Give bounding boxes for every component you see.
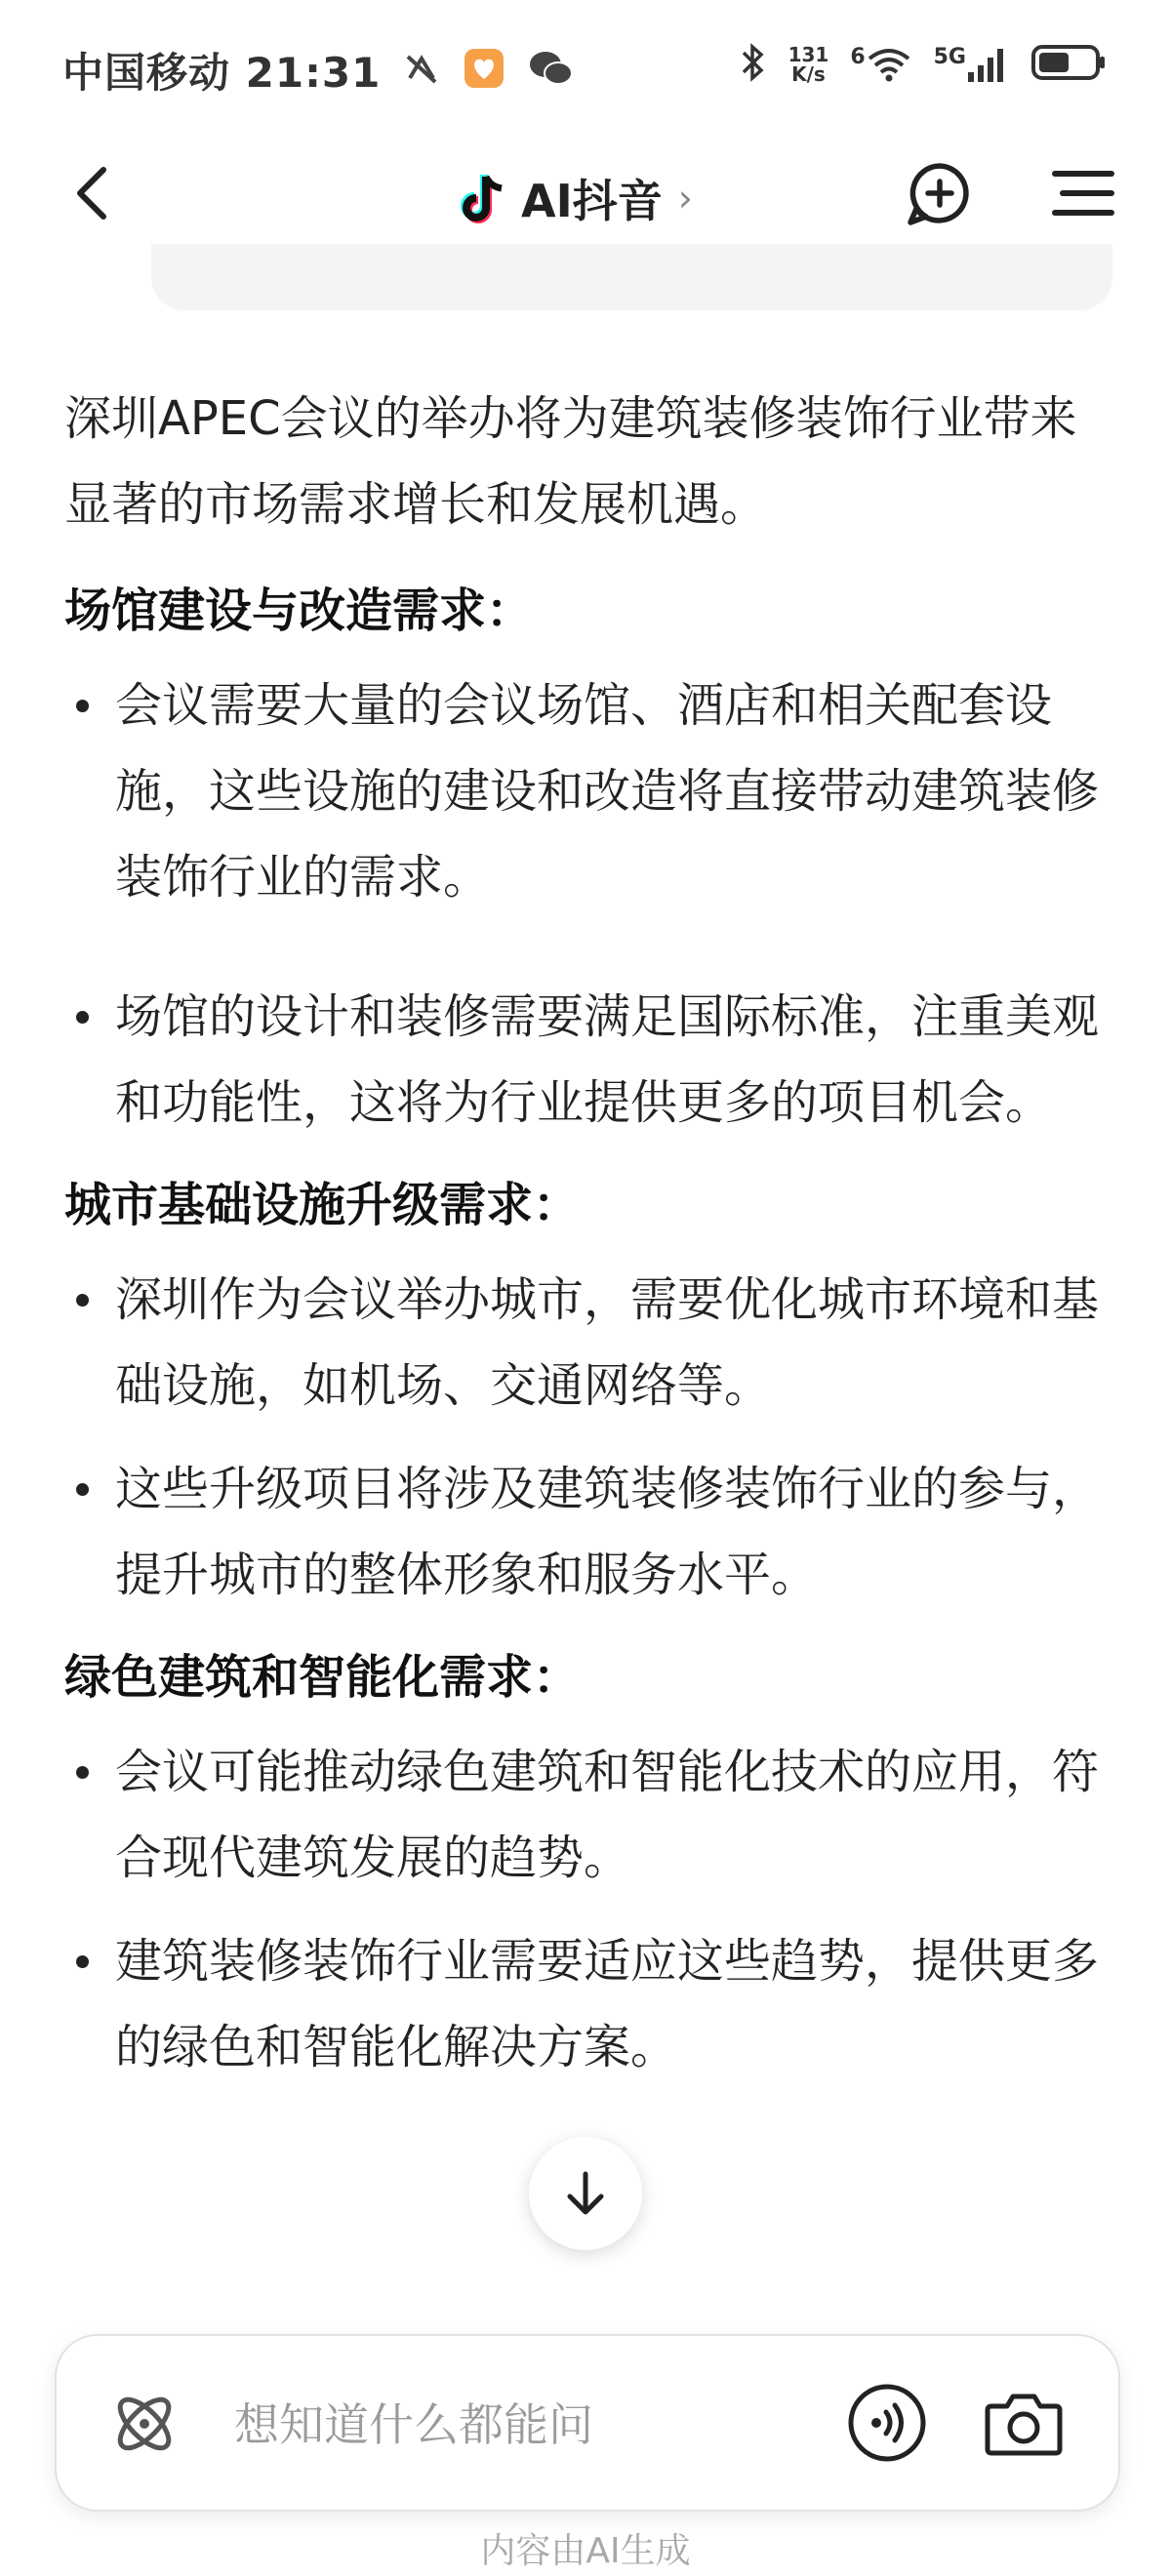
new-chat-button[interactable] [903,158,977,232]
notification-muted-icon [402,49,441,92]
cell-label: 5G [933,45,966,69]
status-bar [0,0,1171,137]
network-speed [788,45,829,84]
bluetooth-icon [738,41,767,88]
wifi-label: 6 [850,45,866,69]
wechat-icon [527,47,574,94]
chat-title: AI抖音 [521,175,663,227]
cell-status [934,45,1009,84]
top-nav-bar [0,137,1171,254]
list-item: 建筑装修装饰行业需要适应这些趋势，提供更多的绿色和智能化解决方案。 [64,1918,1099,2090]
list-item: 会议需要大量的会议场馆、酒店和相关配套设施，这些设施的建设和改造将直接带动建筑装修装饰行业的需求。 [64,663,1099,920]
back-icon [59,154,137,232]
battery-icon [1030,42,1109,87]
wifi-icon [866,45,912,84]
ai-answer [64,376,1099,2108]
section-title: 城市基础设施升级需求： [64,1178,581,1232]
camera-button[interactable] [984,2387,1064,2461]
signal-icon [966,45,1009,84]
chat-plus-icon [903,158,977,232]
ai-generated-disclaimer: 内容由AI生成 [480,2531,691,2571]
carrier-time: 中国移动 21:31 [62,49,382,97]
network-speed-value: 131 [787,43,829,66]
list-item: 深圳作为会议举办城市，需要优化城市环境和基础设施，如机场、交通网络等。 [64,1257,1099,1429]
chat-input[interactable] [232,2385,861,2465]
previous-message-bubble [151,244,1112,310]
ai-assistant-button[interactable] [105,2385,183,2463]
voice-icon [847,2383,927,2463]
douyin-logo-icon [459,171,509,225]
arrow-down-icon [558,2166,613,2221]
list-item: 这些升级项目将涉及建筑装修装饰行业的参与，提升城市的整体形象和服务水平。 [64,1446,1099,1618]
list-item: 场馆的设计和装修需要满足国际标准，注重美观和功能性，这将为行业提供更多的项目机会。 [64,974,1099,1146]
menu-icon [1049,164,1117,222]
chat-title-button[interactable] [459,166,693,230]
status-right [738,41,1109,88]
health-app-icon [463,47,505,94]
network-speed-unit: K/s [791,62,826,86]
voice-input-button[interactable] [847,2383,927,2463]
back-button[interactable] [59,154,137,232]
title-chevron-icon: › [677,177,693,220]
list-item: 会议可能推动绿色建筑和智能化技术的应用，符合现代建筑发展的趋势。 [64,1729,1099,1901]
status-left [62,41,574,100]
answer-intro: 深圳APEC会议的举办将为建筑装修装饰行业带来显著的市场需求增长和发展机遇。 [64,391,1077,532]
wifi-status [850,45,911,84]
scroll-to-bottom-button[interactable] [529,2137,642,2250]
section-title: 绿色建筑和智能化需求： [64,1650,581,1705]
camera-icon [984,2387,1064,2461]
menu-button[interactable] [1049,164,1117,222]
ai-assistant-icon [105,2385,183,2463]
section-title: 场馆建设与改造需求： [64,584,534,638]
chat-input-bar [55,2334,1120,2512]
